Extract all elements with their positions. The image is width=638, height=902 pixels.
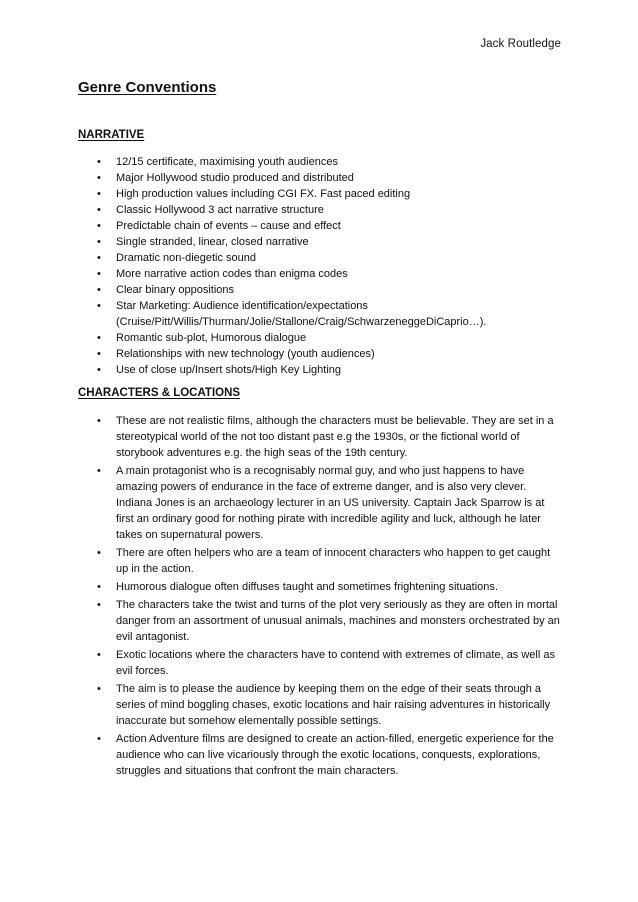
list-item: [0, 731, 638, 779]
list-item: [0, 579, 638, 595]
list-item-text: Exotic locations where the characters have to contend with extremes of climate, as well as evil forces.: [116, 649, 555, 677]
list-item: [0, 186, 638, 202]
bullet-icon: •: [97, 156, 101, 168]
list-item-text: 12/15 certificate, maximising youth audiences: [116, 156, 338, 168]
list-item-text: The characters take the twist and turns of the plot very seriously as they are often in mortal danger from an assortment of unusual animals, machines and monsters orchestrated by an evil antagonist.: [116, 599, 560, 643]
narrative-list: [0, 154, 638, 378]
list-item: [0, 234, 638, 250]
list-item-text: Classic Hollywood 3 act narrative structure: [116, 204, 324, 216]
list-item-text: Use of close up/Insert shots/High Key Lighting: [116, 364, 342, 376]
bullet-icon: •: [97, 364, 101, 376]
list-item-text: Single stranded, linear, closed narrative: [116, 236, 309, 248]
bullet-icon: •: [97, 547, 101, 559]
list-item-text: There are often helpers who are a team of innocent characters who happen to get caught up in the action.: [116, 547, 551, 575]
list-item: [0, 647, 638, 679]
list-item: [0, 202, 638, 218]
list-item: [0, 346, 638, 362]
bullet-icon: •: [97, 188, 101, 200]
page-title: Genre Conventions: [78, 79, 217, 96]
bullet-icon: •: [97, 733, 101, 745]
list-item: [0, 298, 638, 330]
list-item-text: Star Marketing: Audience identification/expectations (Cruise/Pitt/Willis/Thurman/Jolie/Stallone/Craig/SchwarzeneggeDiCaprio…).: [116, 300, 487, 328]
list-item: [0, 170, 638, 186]
bullet-icon: •: [97, 284, 101, 296]
list-item: [0, 463, 638, 543]
list-item-text: More narrative action codes than enigma codes: [116, 268, 348, 280]
bullet-icon: •: [97, 465, 101, 477]
bullet-icon: •: [97, 683, 101, 695]
list-item: [0, 218, 638, 234]
list-item-text: The aim is to please the audience by keeping them on the edge of their seats through a series of mind boggling chases, exotic locations and hair raising adventures in historically inaccurate but somehow elementally possible settings.: [116, 683, 551, 727]
bullet-icon: •: [97, 204, 101, 216]
bullet-icon: •: [97, 236, 101, 248]
list-item: [0, 597, 638, 645]
list-item: [0, 681, 638, 729]
characters-heading: CHARACTERS & LOCATIONS: [78, 387, 241, 399]
list-item-text: Major Hollywood studio produced and distributed: [116, 172, 354, 184]
list-item: [0, 250, 638, 266]
list-item-text: A main protagonist who is a recognisably normal guy, and who just happens to have amazing powers of endurance in the face of extreme danger, and is also very clever. Indiana Jones is an archaeology lecturer in an US university. Captain Jack Sparrow is at first an ordinary good for nothing pirate with incredible agility and luck, although he later takes on supernatural powers.: [116, 465, 545, 541]
list-item-text: Relationships with new technology (youth audiences): [116, 348, 375, 360]
bullet-icon: •: [97, 415, 101, 427]
list-item: [0, 282, 638, 298]
bullet-icon: •: [97, 252, 101, 264]
list-item: [0, 266, 638, 282]
bullet-icon: •: [97, 220, 101, 232]
characters-list: [0, 413, 638, 781]
list-item-text: Dramatic non-diegetic sound: [116, 252, 257, 264]
author-name: Jack Routledge: [480, 38, 561, 50]
list-item-text: Action Adventure films are designed to create an action-filled, energetic experience for the audience who can live vicariously through the exotic locations, conquests, explorations, struggles and situations that confront the main characters.: [116, 733, 554, 777]
list-item: [0, 413, 638, 461]
list-item: [0, 154, 638, 170]
list-item-text: Predictable chain of events – cause and effect: [116, 220, 341, 232]
list-item-text: Humorous dialogue often diffuses taught and sometimes frightening situations.: [116, 581, 498, 593]
bullet-icon: •: [97, 649, 101, 661]
list-item-text: High production values including CGI FX. Fast paced editing: [116, 188, 411, 200]
bullet-icon: •: [97, 599, 101, 611]
bullet-icon: •: [97, 268, 101, 280]
bullet-icon: •: [97, 332, 101, 344]
bullet-icon: •: [97, 581, 101, 593]
narrative-heading: NARRATIVE: [78, 129, 145, 141]
bullet-icon: •: [97, 348, 101, 360]
bullet-icon: •: [97, 172, 101, 184]
list-item: [0, 545, 638, 577]
list-item: [0, 330, 638, 346]
list-item-text: Clear binary oppositions: [116, 284, 235, 296]
list-item: [0, 362, 638, 378]
list-item-text: These are not realistic films, although the characters must be believable. They are set in a stereotypical world of the not too distant past e.g the 1930s, or the fictional world of storybook adventures e.g. the high seas of the 19th century.: [116, 415, 554, 459]
list-item-text: Romantic sub-plot, Humorous dialogue: [116, 332, 307, 344]
bullet-icon: •: [97, 300, 101, 312]
